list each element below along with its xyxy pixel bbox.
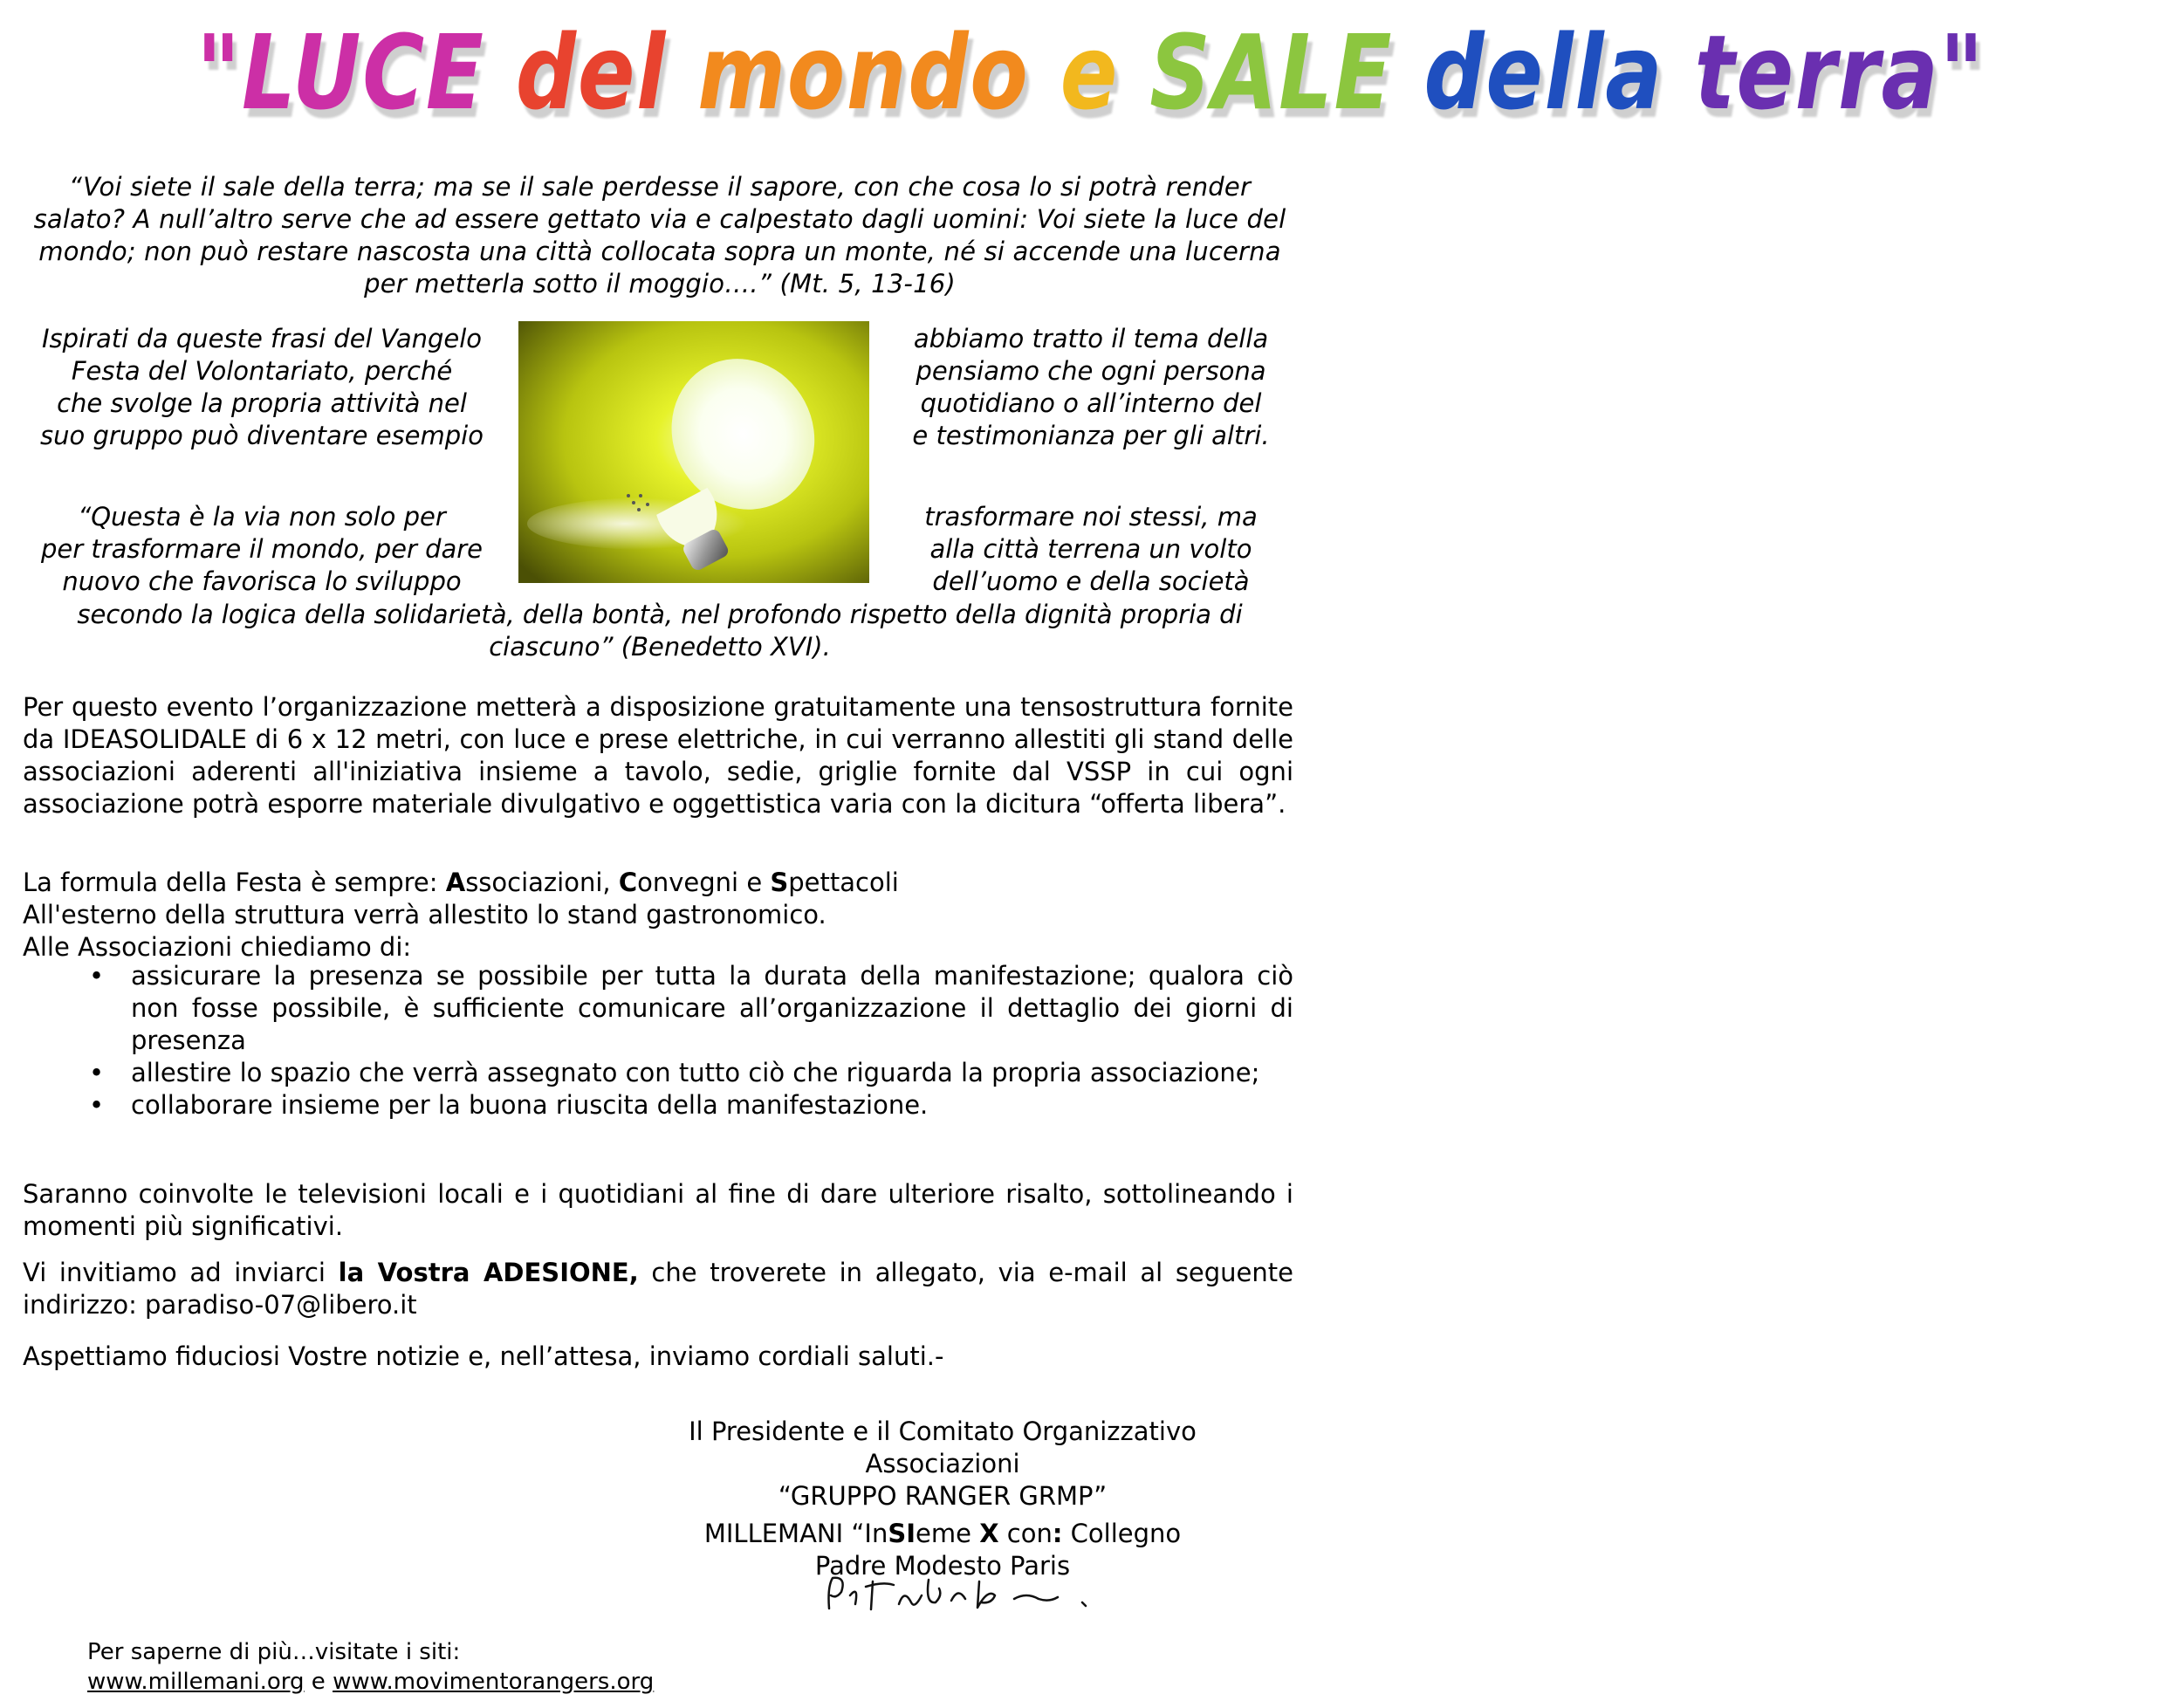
footer-links — [87, 1667, 654, 1697]
footer — [87, 1637, 654, 1697]
list-item — [23, 1089, 1293, 1122]
signature-line-millemani — [663, 1518, 1222, 1550]
text-line: e testimonianza per gli altri. — [912, 421, 1270, 450]
text-line: Festa del Volontariato, perché — [71, 356, 453, 386]
footer-conj: e — [304, 1669, 333, 1695]
invite-bold: la Vostra ADESIONE, — [338, 1258, 639, 1287]
handwritten-signature — [820, 1569, 1108, 1622]
sig-part: Collegno — [1062, 1519, 1182, 1548]
list-item-text: assicurare la presenza se possibile per tutta la durata della manifestazione; qualora ciò non fosse possibile, è sufficiente comunicare all’organizzazione il dettaglio dei giorni di presenza — [131, 961, 1293, 1055]
list-item — [23, 960, 1293, 1057]
text-line: nuovo che favorisca lo sviluppo — [62, 566, 462, 596]
formula-prefix: La formula della Festa è sempre: — [23, 868, 446, 897]
invite-paragraph — [23, 1257, 1293, 1321]
sig-part: eme — [916, 1519, 980, 1548]
request-list — [23, 960, 1293, 1122]
text-line: quotidiano o all’interno del — [920, 388, 1262, 418]
signature-line: Padre Modesto Paris — [814, 1551, 1071, 1581]
invite-pre: Vi invitiamo ad inviarci — [23, 1258, 339, 1287]
bullet-icon: • — [89, 1090, 105, 1120]
sig-part: X — [979, 1519, 999, 1548]
title-text — [196, 7, 1985, 138]
gospel-quote: “Voi siete il sale della terra; ma se il sale perdesse il sapore, con che cosa lo si potrà render salato? A null’altro serve che ad essere gettato via e calpestato dagli uomini: Voi siete la luce del mondo; non può restare nascosta una città collocata sopra un monte, né si accende una lucerna per metterla sotto il moggio….” (Mt. 5, 13-16) — [33, 172, 1286, 298]
footer-intro: Per saperne di più…visitate i siti: — [87, 1639, 461, 1665]
text-line: Ispirati da queste frasi del Vangelo — [41, 324, 483, 353]
wrap1-right — [881, 323, 1300, 452]
title-word: del — [484, 12, 698, 133]
wrap1-left — [17, 323, 506, 452]
event-paragraph: Per questo evento l’organizzazione metterà a disposizione gratuitamente una tensostruttura fornite da IDEASOLIDALE di 6 x 12 metri, con luce e prese elettriche, in cui verranno allestiti gli stand delle associazioni aderenti all'iniziativa insieme a tavolo, sedie, griglie fornite dal VSSP in cui ogni associazione potrà esporre materiale divulgativo e oggettistica varia con la dicitura “offerta libera”. — [23, 692, 1293, 819]
page-title — [0, 7, 1986, 138]
closing-line: Aspettiamo fiduciosi Vostre notizie e, nell’attesa, inviamo cordiali saluti.- — [23, 1341, 944, 1371]
sig-part: con — [998, 1519, 1053, 1548]
signature-line: Associazioni — [865, 1449, 1020, 1478]
title-word: "LUCE — [195, 12, 485, 133]
signature-line: “GRUPPO RANGER GRMP” — [778, 1481, 1108, 1511]
sig-part: MILLEMANI “In — [703, 1519, 888, 1548]
formula-c: C — [618, 868, 638, 897]
text-line: per trasformare il mondo, per dare — [40, 534, 484, 564]
bulb-illustration — [518, 321, 869, 583]
text-line: pensiamo che ogni persona — [916, 356, 1266, 386]
wrap2-left — [17, 501, 506, 598]
title-word: della — [1423, 12, 1695, 133]
text-line: che svolge la propria attività nel — [57, 388, 467, 418]
bullet-icon: • — [89, 961, 105, 991]
title-word: terra" — [1694, 12, 1986, 133]
formula-a-rest: ssociazioni, — [465, 868, 619, 897]
movimentorangers-link[interactable]: www.movimentorangers.org — [333, 1669, 655, 1695]
bullet-icon: • — [89, 1058, 105, 1087]
millemani-link[interactable]: www.millemani.org — [87, 1669, 305, 1695]
sig-part: SI — [888, 1519, 916, 1548]
lightbulb-saltshaker-image — [518, 321, 869, 583]
formula-c-rest: onvegni e — [637, 868, 771, 897]
list-item-text: allestire lo spazio che verrà assegnato con tutto ciò che riguarda la propria associazione; — [131, 1058, 1260, 1087]
benedict-quote-tail: secondo la logica della solidarietà, della bontà, nel profondo rispetto della dignità propria di ciascuno” (Benedetto XVI). — [77, 600, 1243, 662]
text-line: abbiamo tratto il tema della — [913, 324, 1269, 353]
title-word: SALE — [1149, 12, 1424, 133]
stand-line: All'esterno della struttura verrà allestito lo stand gastronomico. — [23, 900, 826, 929]
sig-part: : — [1052, 1519, 1063, 1548]
text-line: “Questa è la via non solo per — [78, 502, 446, 532]
ask-line: Alle Associazioni chiediamo di: — [23, 932, 412, 962]
formula-a: A — [445, 868, 466, 897]
text-line: alla città terrena un volto — [929, 534, 1252, 564]
text-line: dell’uomo e della società — [932, 566, 1250, 596]
wrap2-right — [881, 501, 1300, 598]
list-item — [23, 1057, 1293, 1089]
formula-line — [23, 867, 899, 899]
list-item-text: collaborare insieme per la buona riuscita della manifestazione. — [131, 1090, 929, 1120]
formula-s-rest: pettacoli — [788, 868, 899, 897]
formula-s: S — [770, 868, 789, 897]
signature-block — [663, 1416, 1222, 1582]
title-word: mondo — [697, 12, 1060, 133]
invite-post: che troverete in allegato, via e-mail al seguente indirizzo: paradiso-07@libero.it — [23, 1258, 1293, 1320]
title-word: e — [1060, 12, 1150, 133]
text-line: trasformare noi stessi, ma — [924, 502, 1258, 532]
tv-paragraph: Saranno coinvolte le televisioni locali e i quotidiani al fine di dare ulteriore risalto, sottolineando i momenti più significativi. — [23, 1179, 1293, 1241]
text-line: suo gruppo può diventare esempio — [40, 421, 484, 450]
signature-line: Il Presidente e il Comitato Organizzativo — [689, 1416, 1197, 1446]
